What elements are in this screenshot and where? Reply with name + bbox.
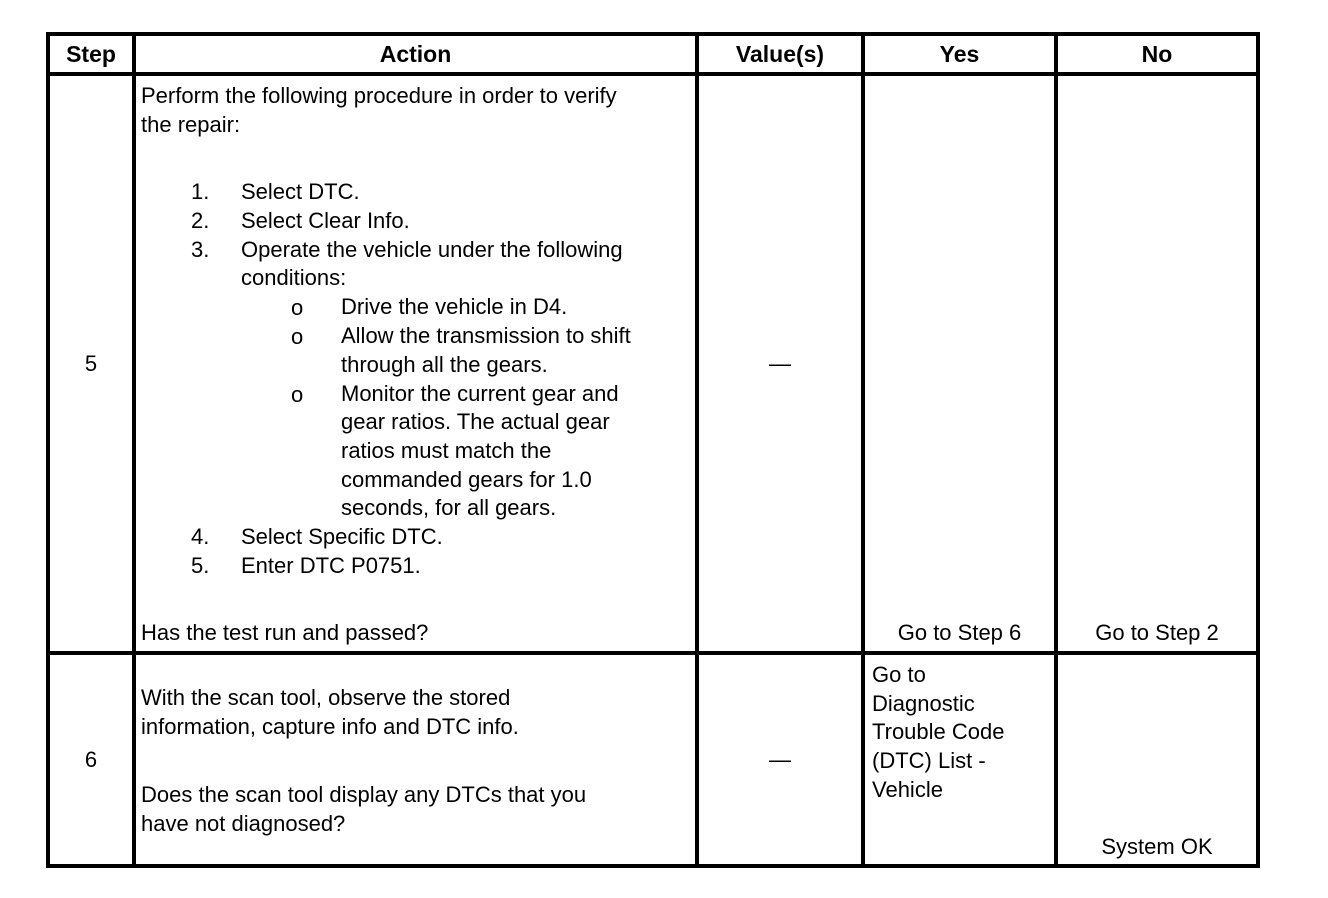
yes-cell: Go to Step 6 bbox=[897, 620, 1022, 645]
sub-list-item: Allow the transmission to shift bbox=[341, 323, 631, 348]
diagnostic-table bbox=[46, 32, 1260, 868]
action-question: Does the scan tool display any DTCs that you bbox=[141, 782, 587, 807]
header-yes: Yes bbox=[939, 41, 980, 67]
action-intro: Perform the following procedure in order to verify bbox=[141, 83, 617, 108]
list-number: 1. bbox=[191, 179, 210, 204]
step-number: 6 bbox=[84, 747, 98, 772]
list-number: 5. bbox=[191, 553, 210, 578]
action-question: Has the test run and passed? bbox=[141, 620, 429, 645]
value-cell: — bbox=[769, 351, 791, 376]
table-border-right bbox=[1256, 32, 1260, 868]
yes-cell: Trouble Code bbox=[872, 719, 1005, 744]
yes-cell: Diagnostic bbox=[872, 691, 975, 716]
action-text: With the scan tool, observe the stored bbox=[141, 685, 511, 710]
row-divider bbox=[46, 651, 1260, 655]
table-border-left bbox=[46, 32, 50, 868]
list-item: Operate the vehicle under the following bbox=[241, 237, 623, 262]
sub-list-item: gear ratios. The actual gear bbox=[341, 409, 610, 434]
no-cell: Go to Step 2 bbox=[1095, 620, 1219, 645]
list-item: Enter DTC P0751. bbox=[241, 553, 421, 578]
sub-list-item: Drive the vehicle in D4. bbox=[341, 294, 568, 319]
header-no: No bbox=[1141, 41, 1173, 67]
col-divider-value bbox=[861, 32, 865, 868]
col-divider-action bbox=[695, 32, 699, 868]
sub-bullet: o bbox=[291, 382, 304, 407]
value-cell: — bbox=[769, 747, 791, 772]
step-number: 5 bbox=[84, 351, 98, 376]
sub-bullet: o bbox=[291, 295, 304, 320]
yes-cell: (DTC) List - bbox=[872, 748, 986, 773]
no-cell: System OK bbox=[1101, 834, 1213, 859]
yes-cell: Go to bbox=[872, 662, 926, 687]
sub-bullet: o bbox=[291, 324, 304, 349]
list-number: 2. bbox=[191, 208, 210, 233]
col-divider-step bbox=[132, 32, 136, 868]
sub-list-item: ratios must match the bbox=[341, 438, 552, 463]
sub-list-item: through all the gears. bbox=[341, 352, 548, 377]
table-border-bottom bbox=[46, 864, 1260, 868]
list-item: conditions: bbox=[241, 265, 347, 290]
header-values: Value(s) bbox=[735, 41, 825, 67]
action-question: have not diagnosed? bbox=[141, 811, 346, 836]
header-action: Action bbox=[379, 41, 452, 67]
sub-list-item: seconds, for all gears. bbox=[341, 495, 557, 520]
list-item: Select Specific DTC. bbox=[241, 524, 443, 549]
list-number: 3. bbox=[191, 237, 210, 262]
sub-list-item: commanded gears for 1.0 bbox=[341, 467, 592, 492]
list-number: 4. bbox=[191, 524, 210, 549]
header-step: Step bbox=[66, 41, 116, 67]
list-item: Select DTC. bbox=[241, 179, 360, 204]
list-item: Select Clear Info. bbox=[241, 208, 410, 233]
sub-list-item: Monitor the current gear and bbox=[341, 381, 619, 406]
yes-cell: Vehicle bbox=[872, 777, 943, 802]
action-intro: the repair: bbox=[141, 112, 241, 137]
col-divider-yes bbox=[1054, 32, 1058, 868]
action-text: information, capture info and DTC info. bbox=[141, 714, 519, 739]
